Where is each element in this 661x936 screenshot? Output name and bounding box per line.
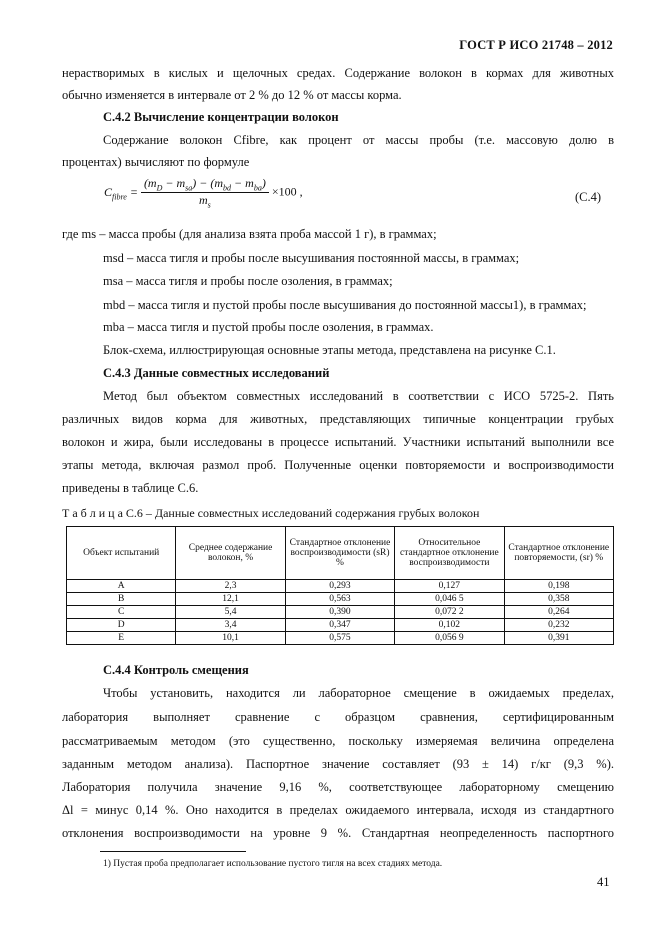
definition-mba: mba – масса тигля и пустой пробы после озоления, в граммах. [103,320,434,334]
paragraph-line: Δl = минус 0,14 %. Оно находится в пределах ожидаемого интервала, исходя из стандартного [62,803,614,817]
table-cell: C [67,606,176,619]
header-cell: Стандартное отклонение повторяемости, (sr) % [504,527,613,580]
section-heading-c43: С.4.3 Данные совместных исследований [103,366,330,380]
paragraph-line: Чтобы установить, находится ли лабораторное смещение в ожидаемых пределах, [103,686,614,700]
formula-fraction [141,176,269,210]
definition-msd: msd – масса тигля и пробы после высушивания постоянной массы, в граммах; [103,251,520,265]
data-table-c6 [66,526,614,645]
equation-number: (C.4) [574,190,601,204]
paragraph-line: обычно изменяется в интервале от 2 % до 12 % от массы корма. [62,88,402,102]
section-heading-c44: С.4.4 Контроль смещения [103,663,249,677]
paragraph-line: Содержание волокон Cfibre, как процент от массы пробы (т.е. массовую долю в [103,133,614,147]
formula-lhs: $C_{fibre}$ = [104,184,138,202]
table-row [67,632,614,645]
table-cell: 12,1 [176,593,285,606]
formula-tail: ×100 , [271,184,303,199]
table-row [67,580,614,593]
header-cell: Относительное стандартное отклонение воспроизводимости [395,527,504,580]
paragraph-line: процентах) вычисляют по формуле [62,155,250,169]
footnote: 1) Пустая проба предполагает использование пустого тигля на всех стадиях метода. [103,859,443,869]
table-cell: 10,1 [176,632,285,645]
definition-msa: msa – масса тигля и пробы после озоления, в граммах; [103,274,393,288]
table-cell: 0,347 [285,619,394,632]
paragraph-line: различных видов корма для животных, представляющих типичные концентрации грубых [62,412,614,426]
paragraph-line: заданным методом анализа). Паспортное значение составляет (93 ± 14) г/кг (9,3 %). [62,757,614,771]
paragraph-line: нерастворимых в кислых и щелочных средах. Содержание волокон в кормах для животных [62,66,614,80]
table-cell: 0,293 [285,580,394,593]
paragraph-line: приведены в таблице С.6. [62,481,199,495]
flowchart-reference: Блок-схема, иллюстрирующая основные этапы метода, представлена на рисунке С.1. [103,343,556,357]
table-cell: 0,232 [504,619,613,632]
paragraph-line: отклонения воспроизводимости на уровне 9 %. Стандартная неопределенность паспортного [62,826,614,840]
paragraph-line: рассматриваемым методом (это существенно, поскольку измеряемая величина определена [62,734,614,748]
table-cell: D [67,619,176,632]
definition-mbd: mbd – масса тигля и пустой пробы после высушивания до постоянной массы1), в граммах; [103,298,587,312]
table-cell: 2,3 [176,580,285,593]
document-header: ГОСТ Р ИСО 21748 – 2012 [459,38,613,52]
table-cell: 0,056 9 [395,632,504,645]
fiber-formula [104,176,303,210]
table-row [67,619,614,632]
section-heading-c42: С.4.2 Вычисление концентрации волокон [103,110,339,124]
table-cell: 0,046 5 [395,593,504,606]
paragraph-line: Лаборатория получила значение 9,16 %, соответствующее лабораторному смещению [62,780,614,794]
table-cell: 0,072 2 [395,606,504,619]
formula-numerator: $(m_D - m_{sa}) - (m_{bd} - m_{ba})$ [141,176,269,193]
paragraph-line: лаборатория выполняет сравнение с образцом сравнения, сертифицированным [62,710,614,724]
table-cell: 3,4 [176,619,285,632]
definition-ms: где ms – масса пробы (для анализа взята проба массой 1 г), в граммах; [62,227,437,241]
header-cell: Стандартное отклонение воспроизводимости (sR) % [285,527,394,580]
table-cell: 0,563 [285,593,394,606]
table-cell: 0,575 [285,632,394,645]
table-cell: A [67,580,176,593]
table-cell: 0,391 [504,632,613,645]
table-header-row [67,527,614,580]
header-cell: Объект испытаний [67,527,176,580]
formula-denominator: $m_s$ [198,193,211,210]
table-cell: 5,4 [176,606,285,619]
table-cell: E [67,632,176,645]
table-cell: 0,198 [504,580,613,593]
table-cell: 0,264 [504,606,613,619]
table-caption: Т а б л и ц а С.6 – Данные совместных исследований содержания грубых волокон [62,506,480,520]
footnote-separator [100,851,246,852]
page-number: 41 [597,875,610,889]
table-cell: B [67,593,176,606]
table-row [67,606,614,619]
table-cell: 0,102 [395,619,504,632]
header-cell: Среднее содержание волокон, % [176,527,285,580]
table-cell: 0,390 [285,606,394,619]
paragraph-line: этапы метода, включая размол проб. Полученные оценки повторяемости и воспроизводимости [62,458,614,472]
paragraph-line: волокон и жира, были исследованы в процессе испытаний. Участники испытаний выполнили все [62,435,614,449]
table-row [67,593,614,606]
table-cell: 0,127 [395,580,504,593]
paragraph-line: Метод был объектом совместных исследований в соответствии с ИСО 5725-2. Пять [103,389,614,403]
table-cell: 0,358 [504,593,613,606]
